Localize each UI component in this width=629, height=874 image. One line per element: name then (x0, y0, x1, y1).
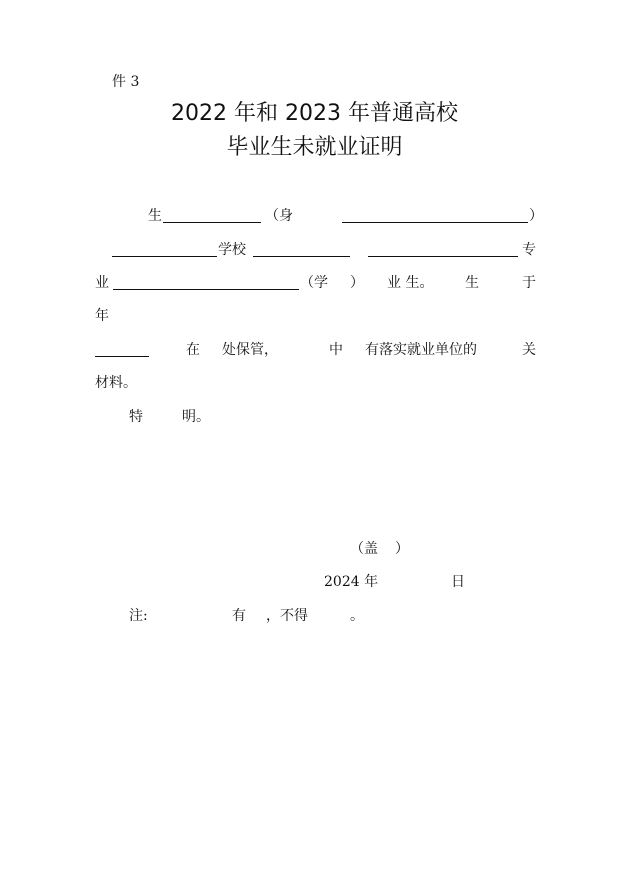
text-id-close: ） (529, 208, 543, 224)
note-have: 有 (232, 608, 246, 624)
page-title-line-2: 毕业生未就业证明 (226, 135, 403, 160)
stamp-open: （盖 (350, 541, 378, 557)
note-end: 。 (350, 608, 364, 624)
note-must-not: ，不得 (266, 608, 308, 624)
page-title-line-1: 2022 年和 2023 年普通高校 (171, 101, 458, 126)
blank-school[interactable] (253, 256, 350, 257)
text-student-2: 生 (465, 275, 479, 291)
text-kept: 处保管， (222, 342, 278, 358)
text-materials: 材料。 (95, 375, 137, 391)
text-degree-open: （学 (300, 275, 328, 291)
text-special: 特 (129, 409, 143, 425)
blank-name[interactable] (163, 222, 261, 223)
text-major: 专 (522, 242, 536, 258)
attachment-label: 件 3 (112, 74, 140, 90)
blank-major[interactable] (368, 256, 518, 257)
blank-id-number[interactable] (342, 222, 528, 223)
text-school: 学校 (218, 242, 246, 258)
stamp-close: ） (395, 541, 409, 557)
text-middle: 中 (329, 342, 343, 358)
text-year: 年 (95, 308, 109, 324)
text-at: 于 (522, 275, 536, 291)
text-degree-close: ） (350, 275, 364, 291)
text-no-employer: 有落实就业单位的 (365, 342, 477, 358)
blank-region[interactable] (112, 256, 217, 257)
text-id-open: （身 (265, 208, 293, 224)
date-day: 日 (451, 574, 465, 590)
text-related: 关 (522, 342, 536, 358)
date-year: 2024 年 (324, 574, 379, 590)
note-label: 注: (129, 608, 148, 624)
blank-archive[interactable] (95, 356, 149, 357)
text-graduate: 业 生。 (387, 275, 434, 291)
text-prove: 明。 (182, 409, 210, 425)
blank-degree[interactable] (113, 289, 299, 290)
text-student: 生 (148, 208, 162, 224)
text-major-cont: 业 (95, 275, 109, 291)
text-in: 在 (186, 342, 200, 358)
